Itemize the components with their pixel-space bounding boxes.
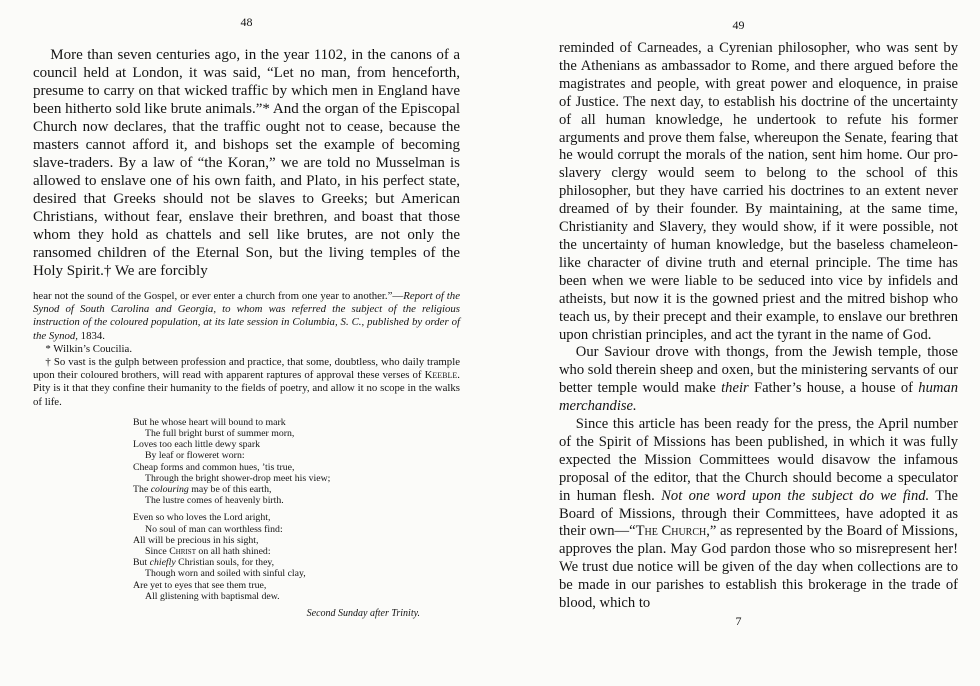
paragraph-temple-run: human merchandise.	[559, 380, 958, 415]
poem-signoff: Second Sunday after Trinity.	[306, 608, 420, 620]
poem-line-run: No soul of man can worthless find:	[145, 523, 283, 535]
paragraph-spirit-of-missions-run: Since this article has been ready for the press, the April number of the Spirit of Missions has been published, in which it was fully expected the Mission Committees would disavow the infamous proposal of the editor, that the Church should become a speculator in human flesh.	[559, 416, 958, 504]
footnote-dagger-run: Keeble	[424, 369, 458, 382]
poem-line-run: Though worn and soiled with sinful clay,	[145, 568, 306, 580]
poem-line-run: colouring	[150, 484, 189, 496]
paragraph-carneades	[559, 40, 958, 344]
poem-line-run: on all hath shined:	[195, 546, 271, 558]
paragraph-temple	[559, 344, 958, 416]
poem-line-run: The lustre comes of heavenly birth.	[145, 495, 284, 507]
footnotes	[33, 290, 460, 409]
poem-line	[133, 439, 460, 450]
footnote-continued	[33, 290, 460, 343]
poem-line	[133, 495, 460, 506]
poem-line	[133, 591, 460, 602]
poem-line	[133, 580, 460, 591]
poem-line	[133, 417, 460, 428]
poem-line-run: may be of this earth,	[188, 484, 272, 496]
poem-line	[133, 428, 460, 439]
poem-line-run: chiefly	[149, 557, 176, 569]
poem-line	[133, 484, 460, 495]
poem-line	[133, 535, 460, 546]
poem-line	[133, 462, 460, 473]
paragraph-temple-run: Our Saviour drove with thongs, from the Jewish temple, those who sold therein sheep and oxen, but the ministering servants of our better temple would make	[559, 344, 958, 397]
paragraph-spirit-of-missions-run: The Board of Missions, through their Committees, have adopted it as their own—“	[559, 487, 958, 540]
paragraph-temple-run: their	[721, 380, 749, 397]
footnote-dagger	[33, 356, 460, 409]
signature-mark: 7	[735, 614, 742, 628]
page-number-left: 48	[240, 15, 253, 29]
poem-line-run: Since	[145, 546, 170, 558]
poem-line-run: Christ	[169, 546, 196, 558]
poem-line-run: Are yet to eyes that see them true,	[133, 579, 267, 591]
poem-line-run: All will be precious in his sight,	[133, 534, 259, 546]
poem-quotation	[133, 417, 460, 602]
paragraph-carneades-run: reminded of Carneades, a Cyrenian philosopher, who was sent by the Athenians as ambassador to Rome, and there argued before the magistrates and people, with great power and eloquence, in praise of Justice. The next day, to establish his doctrine of the uncertainty of all human knowledge, he undertook to refute his former arguments and prove them false, whereupon the Senate, fearing that he would corrupt the morals of the nation, sent him home. Our pro-slavery clergy would seem to belong to the school of this philosopher, but they have carried his doctrines to an extent never dreamed of by their founder. By maintaining, at the same time, Christianity and Slavery, they would show, if it were possible, not the uncertainty of human knowledge, but the baseless chameleon-like character of divine truth and eternal principle. The time has been when we were liable to be seduced into vice by infidels and atheists, but now it is the gowned priest and the mitred bishop who teach us, by their precept and their example, to enslave our brethren upon christian principles, and act the tyrant in the name of God.	[559, 40, 958, 343]
poem-line	[133, 546, 460, 557]
paragraph-spirit-of-missions-run: ,” as represented by the Board of Missions, approves the plan. May God pardon those who so misrepresent her! We trust due notice will be given of the day when collections are to be made in our parishes to establish this brokerage in the trade of blood, which to	[559, 523, 958, 612]
poem-line-run: But he whose heart will bound to mark	[133, 416, 286, 428]
footnote-continued-run: hear not the sound of the Gospel, or ever enter a church from one year to another.”—	[33, 290, 404, 302]
poem-line-run: All glistening with baptismal dew.	[145, 590, 280, 602]
poem-line	[133, 557, 460, 568]
poem-line-run: Loves too each little dewy spark	[133, 439, 261, 451]
main-paragraph-left	[33, 46, 460, 280]
paragraph-spirit-of-missions-run: The Church	[635, 523, 707, 540]
poem-stanza	[133, 512, 460, 602]
footnote-star: * Wilkin’s Coucilia.	[45, 342, 133, 355]
paragraph-temple-run: Father’s house, a house of	[748, 380, 919, 397]
poem-line	[133, 568, 460, 579]
poem-line	[133, 450, 460, 461]
poem-line-run: Cheap forms and common hues, ’tis true,	[133, 461, 295, 473]
right-page	[490, 0, 980, 686]
paragraph-spirit-of-missions-run: Not one word upon the subject do we find.	[661, 487, 930, 504]
poem-line	[133, 524, 460, 535]
poem-line-run: Through the bright shower-drop meet his view;	[145, 472, 331, 484]
poem-stanza	[133, 417, 460, 507]
poem-line	[133, 473, 460, 484]
poem-line-run: The full bright burst of summer morn,	[145, 428, 295, 440]
poem-line-run: Christian souls, for they,	[175, 557, 275, 569]
paragraph-spirit-of-missions	[559, 416, 958, 613]
poem-line-run: The	[133, 484, 151, 496]
poem-line-run: Even so who loves the Lord aright,	[133, 512, 271, 524]
poem-line	[133, 512, 460, 523]
footnote-dagger-run: . Pity is it that they confine their humanity to the fields of poetry, and allow it no scope in the walks of life.	[33, 369, 460, 408]
page-number-right: 49	[732, 18, 745, 32]
footnote-continued-run: Report of the Synod of South Carolina and Georgia, to whom was referred the subject of the religious instruction of the coloured population, at its late session in Columbia, S. C., published by order of the Synod,	[33, 290, 460, 342]
footnote-continued-run: 1834.	[77, 329, 105, 342]
poem-line-run: By leaf or floweret worn:	[145, 450, 245, 462]
footnote-dagger-run: † So vast is the gulph between profession and practice, that some, doubtless, who daily trample upon their coloured brothers, will read with apparent raptures of approval these verses of	[33, 356, 460, 382]
poem-line-run: But	[133, 557, 150, 569]
main-paragraph-left-run: More than seven centuries ago, in the year 1102, in the canons of a council held at London, it was said, “Let no man, from henceforth, presume to carry on that wicked traffic by which men in England have been hitherto sold like brute animals.”* And the organ of the Episcopal Church now declares, that the traffic ought not to cease, because the masters cannot afford it, and bishops set the example of becoming slave-traders. By a law of “the Koran,” we are told no Musselman is allowed to enslave one of his own faith, and Plato, in his perfect state, desired that Greeks should not be slaves to Greeks; but American Christians, without fear, enslave their brethren, and boast that those whom they hold as chattels and sell like brutes, are not only the ransomed children of the Eternal Son, but the living temples of the Holy Spirit.† We are forcibly	[33, 47, 460, 279]
